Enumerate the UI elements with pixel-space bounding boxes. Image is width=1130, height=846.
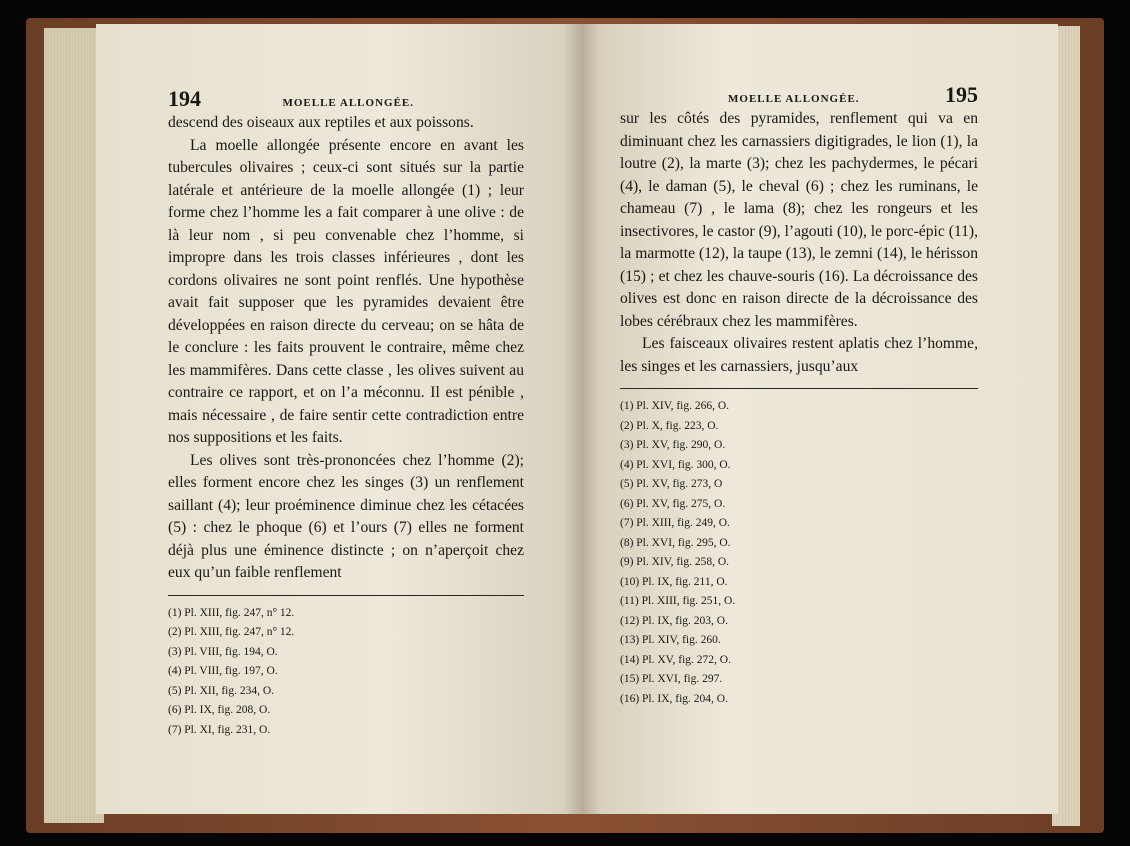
footnote: (8) Pl. XVI, fig. 295, O. [620,536,731,549]
footnote: (2) Pl. XIII, fig. 247, n° 12. [168,626,295,638]
left-footnotes [168,604,524,741]
paragraph: sur les côtés des pyramides, renflement qui va en diminuant chez les carnassiers digitigrades, le lion (1), la loutre (2), la marte (3); chez les pachydermes, le pécari (4), le daman (5), le cheval (6) ; chez les ruminans, le chameau (7) , le lama (8); chez les rongeurs et les insectivores, le castor (9), l’agouti (10), le porc-épic (11), la marmotte (12), la taupe (13), le zemni (14), le hérisson (15) ; et chez les chauve-souris (16). La décroissance des olives est donc en raison directe de la décroissance des lobes cérébraux chez les mammifères. [620,110,978,330]
footnote: (10) Pl. IX, fig. 211, O. [620,575,728,588]
footnote: (9) Pl. XIV, fig. 258, O. [620,556,730,568]
running-head: MOELLE ALLONGÉE. [728,93,860,105]
left-body-text [168,112,524,585]
left-page-content [168,86,524,740]
right-page [582,24,1058,814]
right-page-header [620,82,978,108]
footnote: (4) Pl. VIII, fig. 197, O. [168,665,278,677]
left-page-header [168,86,524,112]
footnote: (3) Pl. VIII, fig. 194, O. [168,645,278,658]
footnote: (12) Pl. IX, fig. 203, O. [620,614,728,627]
footnote: (5) Pl. XII, fig. 234, O. [168,684,275,697]
footnote: (7) Pl. XIII, fig. 249, O. [620,517,730,529]
footnote: (3) Pl. XV, fig. 290, O. [620,439,726,451]
footnote: (13) Pl. XIV, fig. 260. [620,634,721,646]
footnote: (6) Pl. XV, fig. 275, O. [620,497,726,510]
page-number: 194 [168,86,201,111]
right-page-content [620,82,978,709]
footnote: (1) Pl. XIII, fig. 247, n° 12. [168,606,295,619]
footnote: (4) Pl. XVI, fig. 300, O. [620,458,731,471]
footnote: (5) Pl. XV, fig. 273, O [620,478,723,490]
page-edges-left [44,28,104,823]
footnote-rule [168,595,524,596]
paragraph: La moelle allongée présente encore en avant les tubercules olivaires ; ceux-ci sont situés sur la partie latérale et antérieure de la moelle allongée (1) ; leur forme chez l’homme les a fait comparer à une olive : de là leur nom , si peu convenable chez l’homme, si impropre dans les trois classes inférieures , dont les cordons olivaires ne sont point renflés. Une hypothèse avait fait supposer que les pyramides devaient être développées en raison directe du cerveau; on se hâta de le conclure : les faits prouvent le contraire, même chez les mammifères. Dans cette classe , les olives suivent au contraire ce rapport, et on l’a méconnu. Il est pénible , mais nécessaire , de faire sentir cette contradiction entre nos suppositions et les faits. [168,136,524,446]
left-page [96,24,582,814]
footnote: (6) Pl. IX, fig. 208, O. [168,704,271,716]
right-body-text [620,108,978,378]
footnote: (14) Pl. XV, fig. 272, O. [620,653,731,666]
page-number: 195 [945,82,978,107]
footnote-rule [620,388,978,389]
footnote: (1) Pl. XIV, fig. 266, O. [620,400,730,412]
footnote: (11) Pl. XIII, fig. 251, O. [620,595,736,607]
right-footnotes [620,397,978,709]
paragraph: Les faisceaux olivaires restent aplatis chez l’homme, les singes et les carnassiers, jusqu’aux [620,335,978,375]
paragraph: Les olives sont très-prononcées chez l’homme (2); elles forment encore chez les singes (3) un renflement saillant (4); leur proéminence diminue chez les cétacées (5) : chez le phoque (6) et l’ours (7) elles ne forment déjà plus une éminence distincte ; on n’aperçoit chez eux qu’un faible renflement [168,451,524,581]
footnote: (2) Pl. X, fig. 223, O. [620,419,719,432]
footnote: (7) Pl. XI, fig. 231, O. [168,723,271,736]
footnote: (15) Pl. XVI, fig. 297. [620,673,723,685]
paragraph: descend des oiseaux aux reptiles et aux poissons. [168,114,474,131]
running-head: MOELLE ALLONGÉE. [282,97,414,109]
footnote: (16) Pl. IX, fig. 204, O. [620,692,728,705]
